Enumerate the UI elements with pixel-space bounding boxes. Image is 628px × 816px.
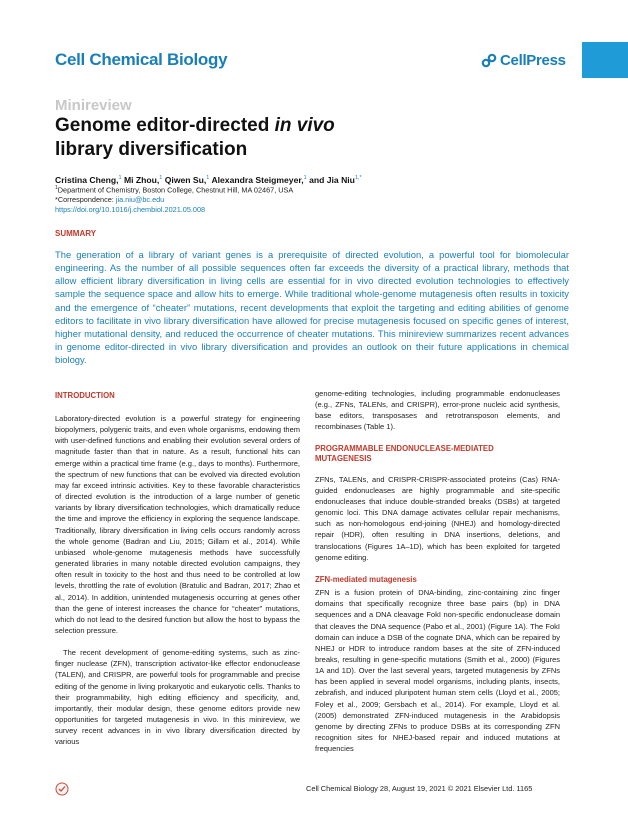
- title-line2-text: library diversification: [55, 139, 248, 160]
- left-column: [55, 391, 300, 759]
- affiliation: [55, 185, 293, 194]
- author-affiliation-mark[interactable]: 1: [118, 175, 122, 182]
- introduction-heading: INTRODUCTION: [55, 391, 115, 400]
- author-affiliation-mark[interactable]: 1: [159, 175, 163, 182]
- article-type: Minireview: [55, 97, 132, 114]
- publisher-name: CellPress: [500, 52, 566, 69]
- endonuclease-heading: [315, 444, 560, 464]
- correspondence-label: *Correspondence:: [55, 195, 116, 204]
- author-affiliation-mark[interactable]: 1: [303, 175, 307, 182]
- footer-citation: Cell Chemical Biology 28, August 19, 2021 © 2021 Elsevier Ltd. 1165: [306, 784, 533, 793]
- summary-heading: SUMMARY: [55, 229, 97, 238]
- publisher-logo[interactable]: [481, 52, 566, 69]
- endonuclease-heading-line1: PROGRAMMABLE ENDONUCLEASE-MEDIATED: [315, 443, 494, 453]
- author: Qiwen Su,: [164, 175, 207, 185]
- author: Mi Zhou,: [123, 175, 160, 185]
- journal-title: Cell Chemical Biology: [55, 50, 228, 69]
- right-paragraph-1: genome-editing technologies, including programmable endonucleases (e.g., ZFNs, TALENs, and CRISPR), error-prone nucleic acid synthesis, base editors, transposases and retrotransposon elements, and recombinases (Table 1).: [315, 389, 560, 432]
- cellpress-logo-icon: [481, 53, 497, 69]
- author: Alexandra Steigmeyer,: [211, 175, 304, 185]
- introduction-paragraph-1: Laboratory-directed evolution is a powerful strategy for engineering biopolymers, polygenic traits, and even whole organisms, endowing them with user-defined functions and enabling their evolution several orders of magnitude faster than that in nature. As a result, functional hits can emerge within a practical time frame (e.g., days to months). Furthermore, the spectrum of new functions that can be evolved via directed evolution may far exceed intrinsic activities. Key to these favorable characteristics of directed evolution is the introduction of a large number of genetic variants by library diversification technologies, which dramatically reduce the time and improve the efficiency in exploring the sequence landscape. Traditionally, library diversification in living cells occurs randomly across the whole genome (Badran and Liu, 2015; Gillam et al., 2014). While unbiased whole-genome mutagenesis methods have successfully generated libraries in many notable directed evolution campaigns, they often result in toxicity to the host and thus need to be controlled at low levels, throttling the rate of evolution (Bratulic and Badran, 2017; Zhao et al., 2014). In addition, unintended mutagenesis occurring at genes other than the gene of interest increases the chance for “cheater” mutations, which do not lead to the desired function but allow the host to bypass the selection pressure.: [55, 414, 300, 635]
- check-for-updates-icon[interactable]: [55, 782, 69, 796]
- affiliation-text: Department of Chemistry, Boston College, Chestnut Hill, MA 02467, USA: [57, 185, 294, 195]
- introduction-paragraph-2: The recent development of genome-editing systems, such as zinc-finger nuclease (ZFN), transcription activator-like effector endonuclease (TALEN), and CRISPR, are powerful tools for programmable and precise editing of the genome in living prokaryotic and eukaryotic cells. Thanks to their programmability, high editing efficiency and specificity, and, importantly, their modular design, these genome editors provide new opportunities for targeted mutagenesis in vivo. In this minireview, we survey recent advances in in vivo library diversification directed by various: [55, 648, 300, 747]
- author-list: [55, 175, 362, 185]
- title-line1-text: Genome editor-directed: [55, 115, 275, 136]
- right-paragraph-3: ZFN is a fusion protein of DNA-binding, zinc-containing zinc finger domains that specifically recognize three base pairs (bp) in DNA sequences and a DNA cleavage FokI non-specific endonuclease domain that cleaves the DNA sequence (Pabo et al., 2001) (Figure 1A). The FokI domain can induce a DSB of the cognate DNA, which can be repaired by NHEJ or HDR to introduce random bases at the site of ZFN-induced breaks, resulting in gene-specific mutations (Smith et al., 2000) (Figures 1A and 1D). Over the last several years, targeted mutagenesis by ZFNs has been applied in several model organisms, including plants, insects, zebrafish, and induced pluripotent human stem cells (Lloyd et al., 2005; Foley et al., 2009; Gersbach et al., 2014). For example, Lloyd et al. (2005) demonstrated ZFN-induced mutagenesis in the Arabidopsis genome by directing ZFNs to produce DSBs at its corresponding ZFN recognition sites for NHEJ-based repair and induced mutations at frequencies: [315, 588, 560, 754]
- author: and Jia Niu: [309, 175, 355, 185]
- corner-color-block: [582, 42, 628, 78]
- author-affiliation-mark[interactable]: 1: [206, 175, 210, 182]
- affiliation-mark: 1: [55, 185, 58, 191]
- zfn-subheading: ZFN-mediated mutagenesis: [315, 574, 417, 584]
- right-column: [315, 388, 560, 765]
- right-paragraph-2: ZFNs, TALENs, and CRISPR-CRISPR-associated proteins (Cas) RNA-guided endonucleases are highly programmable and site-specific endonucleases that induce double-stranded breaks (DSBs) at targeted genomic loci. This DNA damage activates cellular repair mechanisms, such as non-homologous end-joining (NHEJ) and homology-directed repair (HDR), often resulting in DNA insertions, deletions, and translocations (Figures 1A–1D), which has been exploited for targeted genome editing.: [315, 474, 560, 562]
- author: Cristina Cheng,: [55, 175, 119, 185]
- correspondence-email-link[interactable]: jia.niu@bc.edu: [115, 195, 165, 204]
- doi-link[interactable]: https://doi.org/10.1016/j.chembiol.2021.05.008: [55, 205, 206, 214]
- article-title: [55, 114, 575, 162]
- title-line1-italic: in vivo: [274, 115, 335, 136]
- summary-text: The generation of a library of variant genes is a prerequisite of directed evolution, a powerful tool for biomolecular engineering. As the number of all possible sequences often far exceeds the diversity of a practical library, methods that allow efficient library diversification in living cells are essential for in vivo directed evolution technologies to effectively sample the sequence space and allow hits to emerge. While traditional whole-genome mutagenesis often results in toxicity and the emergence of “cheater” mutations, recent developments that exploit the targeting and editing abilities of genome editors to facilitate in vivo library diversification have allowed for precise mutagenesis focused on specific genes of interest, higher mutational density, and reduced the occurrence of cheater mutations. This minireview summarizes recent advances in genome editor-directed in vivo library diversification and provides an outlook on their future applications in chemical biology.: [55, 249, 569, 366]
- endonuclease-heading-line2: MUTAGENESIS: [315, 453, 372, 463]
- correspondence: [55, 195, 164, 204]
- author-affiliation-mark[interactable]: 1,*: [354, 175, 362, 182]
